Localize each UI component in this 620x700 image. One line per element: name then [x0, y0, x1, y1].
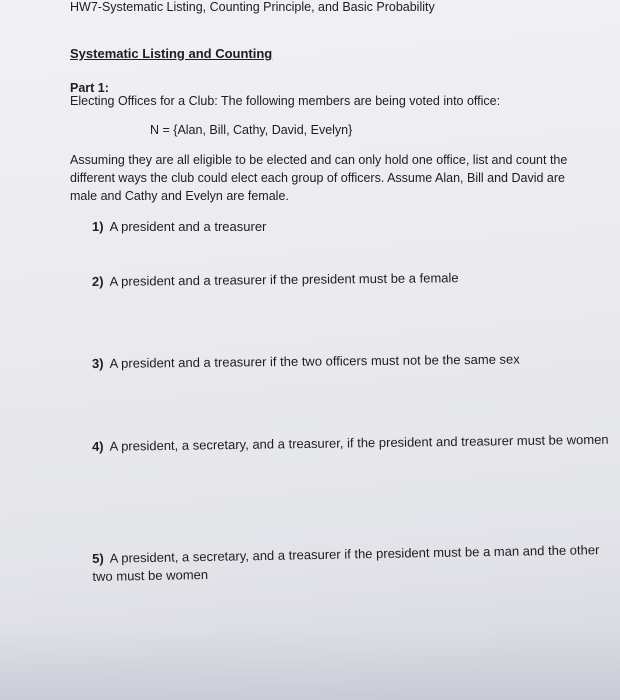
part-intro: Electing Offices for a Club: The following members are being voted into office:: [70, 94, 501, 108]
question-2: [92, 270, 459, 289]
question-1: [92, 219, 266, 234]
page-shadow: [0, 630, 620, 700]
member-set: N = {Alan, Bill, Cathy, David, Evelyn}: [150, 123, 353, 137]
part-label: Part 1:: [70, 81, 109, 95]
section-title: Systematic Listing and Counting: [70, 46, 273, 61]
question-text: A president, a secretary, and a treasurer, if the president and treasurer must be women: [109, 431, 609, 454]
question-number: 5): [92, 550, 104, 566]
question-number: 4): [91, 438, 104, 454]
question-text: A president and a treasurer if the two officers must not be the same sex: [109, 351, 520, 371]
question-number: 3): [91, 355, 104, 371]
question-3: [92, 352, 520, 371]
question-text: A president and a treasurer: [109, 219, 267, 234]
instructions-paragraph: Assuming they are all eligible to be elected and can only hold one office, list and count the different ways the club could elect each group of officers. Assume Alan, Bill and David are male and Cathy and Evelyn are female.: [70, 153, 568, 203]
question-5: [92, 541, 613, 586]
question-number: 2): [91, 273, 104, 289]
question-text: A president, a secretary, and a treasurer if the president must be a man and the other two must be women: [92, 542, 600, 584]
worksheet-header: HW7-Systematic Listing, Counting Principle, and Basic Probability: [70, 0, 435, 14]
question-4: [92, 432, 609, 454]
question-number: 1): [92, 219, 104, 234]
question-text: A president and a treasurer if the president must be a female: [109, 270, 459, 289]
